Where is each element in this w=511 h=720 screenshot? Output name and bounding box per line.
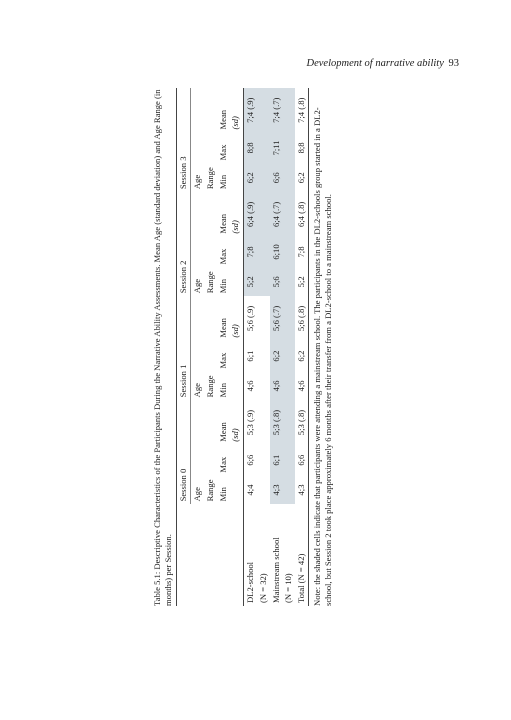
shaded-cell: 4;3 <box>270 476 283 505</box>
table-caption: Table 5.1: Descriptive Characteristics of the Participants During the Narrative Ability Assessments. Mean Age (standard deviation) and Age Range (in months) per Session. <box>152 89 173 606</box>
cell: 4;3 <box>296 484 307 496</box>
cell: 5;3 (.9) <box>245 409 256 436</box>
row-label: DL2-school <box>245 561 256 603</box>
page-number: 93 <box>448 58 459 69</box>
cell: 8;8 <box>296 142 307 154</box>
header-empty <box>177 504 191 606</box>
session-0-header: Session 0 <box>177 400 191 504</box>
shaded-cell: 7;4 (.9) <box>244 88 257 132</box>
max-label: Max <box>217 456 228 473</box>
shaded-cell: 4;6 <box>270 372 283 401</box>
min-label: Min <box>217 174 228 190</box>
max-label: Max <box>217 144 228 161</box>
running-head <box>307 58 459 69</box>
cell: 5;6 (.8) <box>296 305 307 332</box>
cell: 6;6 <box>245 454 256 466</box>
cell: 7;8 <box>296 246 307 258</box>
row-label-n: (N = 10) <box>283 573 294 603</box>
cell: 5;3 (.8) <box>296 409 307 436</box>
session-3-header: Session 3 <box>177 88 191 192</box>
session-2-header: Session 2 <box>177 192 191 296</box>
table-row <box>270 88 283 606</box>
shaded-cell: 6;2 <box>270 341 283 372</box>
rotated-table-block <box>152 88 332 606</box>
shaded-cell: 5;2 <box>244 267 257 296</box>
cell: 6;4 (.8) <box>296 201 307 228</box>
shaded-cell: 6;1 <box>270 445 283 476</box>
shaded-cell: 7;11 <box>270 132 283 163</box>
row-label: Total (N = 42) <box>296 553 307 603</box>
age-label: Age <box>192 174 203 190</box>
mean-label: Mean <box>217 422 228 442</box>
shaded-cell: 6;2 <box>244 163 257 192</box>
session-1-header: Session 1 <box>177 296 191 400</box>
row-label: Mainstream school <box>270 537 281 603</box>
sd-label: (sd) <box>229 88 243 132</box>
range-label: Range <box>204 375 215 398</box>
cell: 4;6 <box>296 380 307 392</box>
shaded-cell: 7;8 <box>244 237 257 268</box>
sd-label: (sd) <box>229 192 243 236</box>
sd-label: (sd) <box>229 400 243 444</box>
age-label: Age <box>192 487 203 502</box>
max-label: Max <box>217 248 228 265</box>
table-note: Note: the shaded cells indicate that participants were attending a mainstream school. The participants in the DL2-schools group started in a DL2-school, but Session 2 took place approximately 6 months after their transfer from a DL2-school to a mainstream school. <box>311 107 333 606</box>
age-label: Age <box>192 383 203 398</box>
mean-label: Mean <box>217 109 228 130</box>
mean-label: Mean <box>217 213 228 234</box>
sd-label: (sd) <box>229 296 243 340</box>
shaded-cell: 6;10 <box>270 237 283 268</box>
cell: 4;6 <box>245 380 256 392</box>
min-label: Min <box>217 383 228 398</box>
shaded-cell: 5;6 (.7) <box>270 296 283 340</box>
shaded-cell: 6;4 (.9) <box>244 192 257 236</box>
cell: 6;1 <box>245 350 256 362</box>
descriptive-table <box>176 88 308 606</box>
range-label: Range <box>204 167 215 190</box>
cell: 4;4 <box>245 484 256 496</box>
shaded-cell: 6;6 <box>270 163 283 192</box>
mean-label: Mean <box>217 318 228 338</box>
range-label: Range <box>204 271 215 294</box>
cell: 6;2 <box>296 350 307 362</box>
shaded-cell: 8;8 <box>244 132 257 163</box>
shaded-cell: 5;3 (.8) <box>270 400 283 444</box>
cell: 7;4 (.8) <box>296 97 307 123</box>
row-label-n: (N = 32) <box>257 573 268 603</box>
max-label: Max <box>217 352 228 369</box>
table-row <box>244 88 257 606</box>
cell: 5;6 (.9) <box>245 305 256 332</box>
range-label: Range <box>204 479 215 502</box>
table-row <box>295 88 308 606</box>
shaded-cell: 7;4 (.7) <box>270 88 283 132</box>
min-label: Min <box>217 487 228 502</box>
age-label: Age <box>192 278 203 294</box>
min-label: Min <box>217 278 228 294</box>
running-head-title: Development of narrative ability <box>306 58 444 69</box>
cell: 6;2 <box>296 172 307 184</box>
shaded-cell: 5;6 <box>270 267 283 296</box>
shaded-cell: 6;4 (.7) <box>270 192 283 236</box>
cell: 6;6 <box>296 454 307 466</box>
cell: 5;2 <box>296 276 307 288</box>
